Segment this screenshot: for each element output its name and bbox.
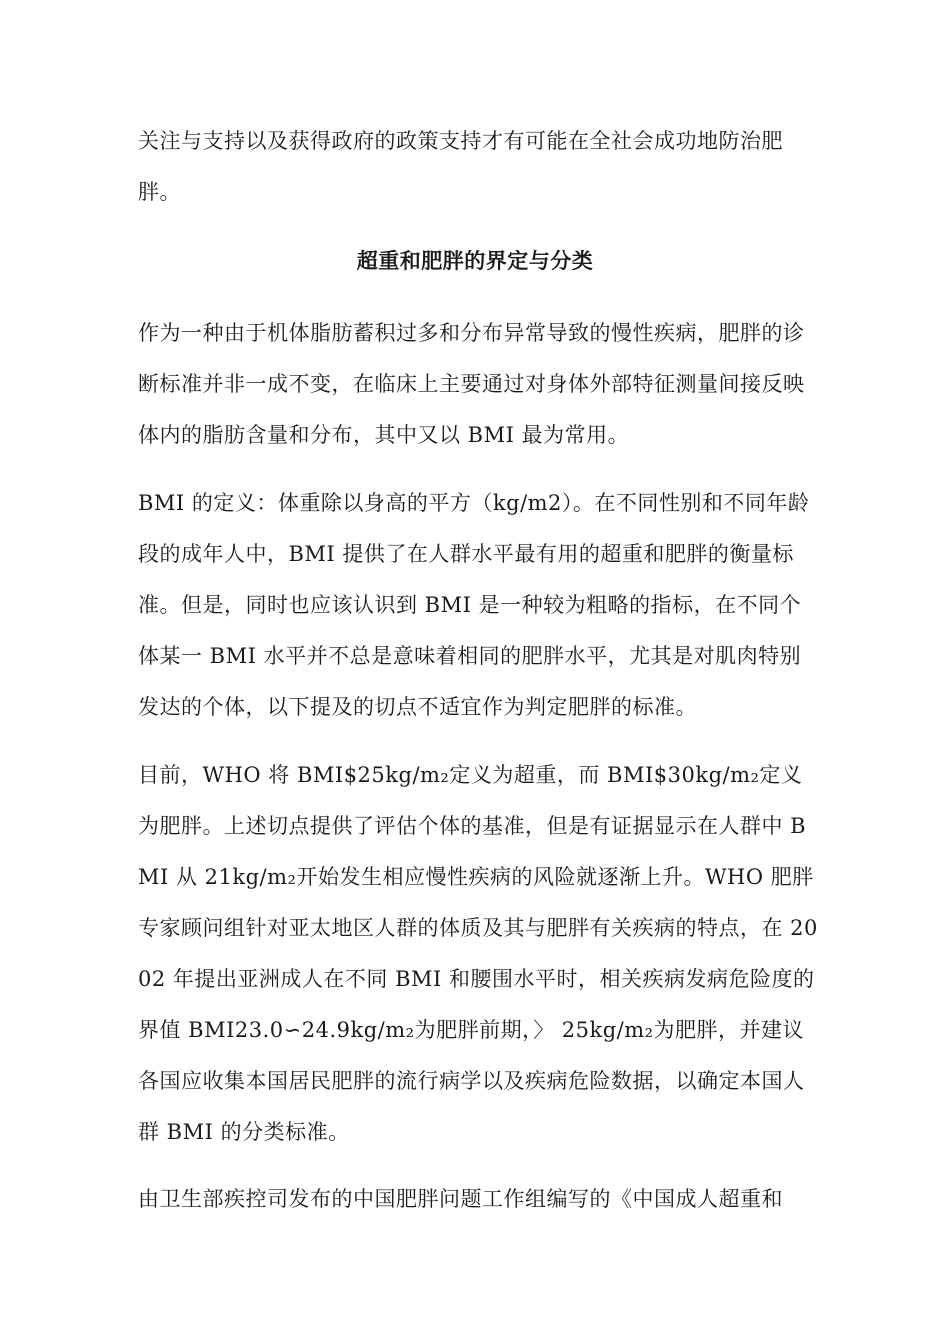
paragraph-continuation: 关注与支持以及获得政府的政策支持才有可能在全社会成功地防治肥胖。 — [138, 129, 783, 204]
paragraph-bmi-definition: BMI 的定义：体重除以身高的平方（kg/m2）。在不同性别和不同年龄段的成年人中，BMI 提供了在人群水平最有用的超重和肥胖的衡量标准。但是，同时也应该认识到 BMI 是一种较为粗略的指标，在不同个体某一 BMI 水平并不总是意味着相同的肥胖水平，尤其是对肌肉特别发达的个体，以下提及的切点不适宜作为判定肥胖的标准。 — [138, 491, 810, 719]
paragraph-who-cutoffs: 目前，WHO 将 BMI$25kg/m₂定义为超重，而 BMI$30kg/m₂定义为肥胖。上述切点提供了评估个体的基准，但是有证据显示在人群中 BMI 从 21kg/m₂开始发生相应慢性疾病的风险就逐渐上升。WHO 肥胖专家顾问组针对亚太地区人群的体质及其与肥胖有关疾病的特点，在 2002 年提出亚洲成人在不同 BMI 和腰围水平时，相关疾病发病危险度的界值 BMI23.0∽24.9kg/m₂为肥胖前期，〉 25kg/m₂为肥胖，并建议各国应收集本国居民肥胖的流行病学以及疾病危险数据，以确定本国人群 BMI 的分类标准。 — [138, 763, 818, 1144]
paragraph-obesity-diagnosis: 作为一种由于机体脂肪蓄积过多和分布异常导致的慢性疾病，肥胖的诊断标准并非一成不变，在临床上主要通过对身体外部特征测量间接反映体内的脂肪含量和分布，其中又以 BMI 最为常用。 — [138, 321, 805, 447]
paragraph-china-guideline: 由卫生部疾控司发布的中国肥胖问题工作组编写的《中国成人超重和 — [138, 1187, 783, 1211]
section-heading: 超重和肥胖的界定与分类 — [356, 248, 594, 273]
